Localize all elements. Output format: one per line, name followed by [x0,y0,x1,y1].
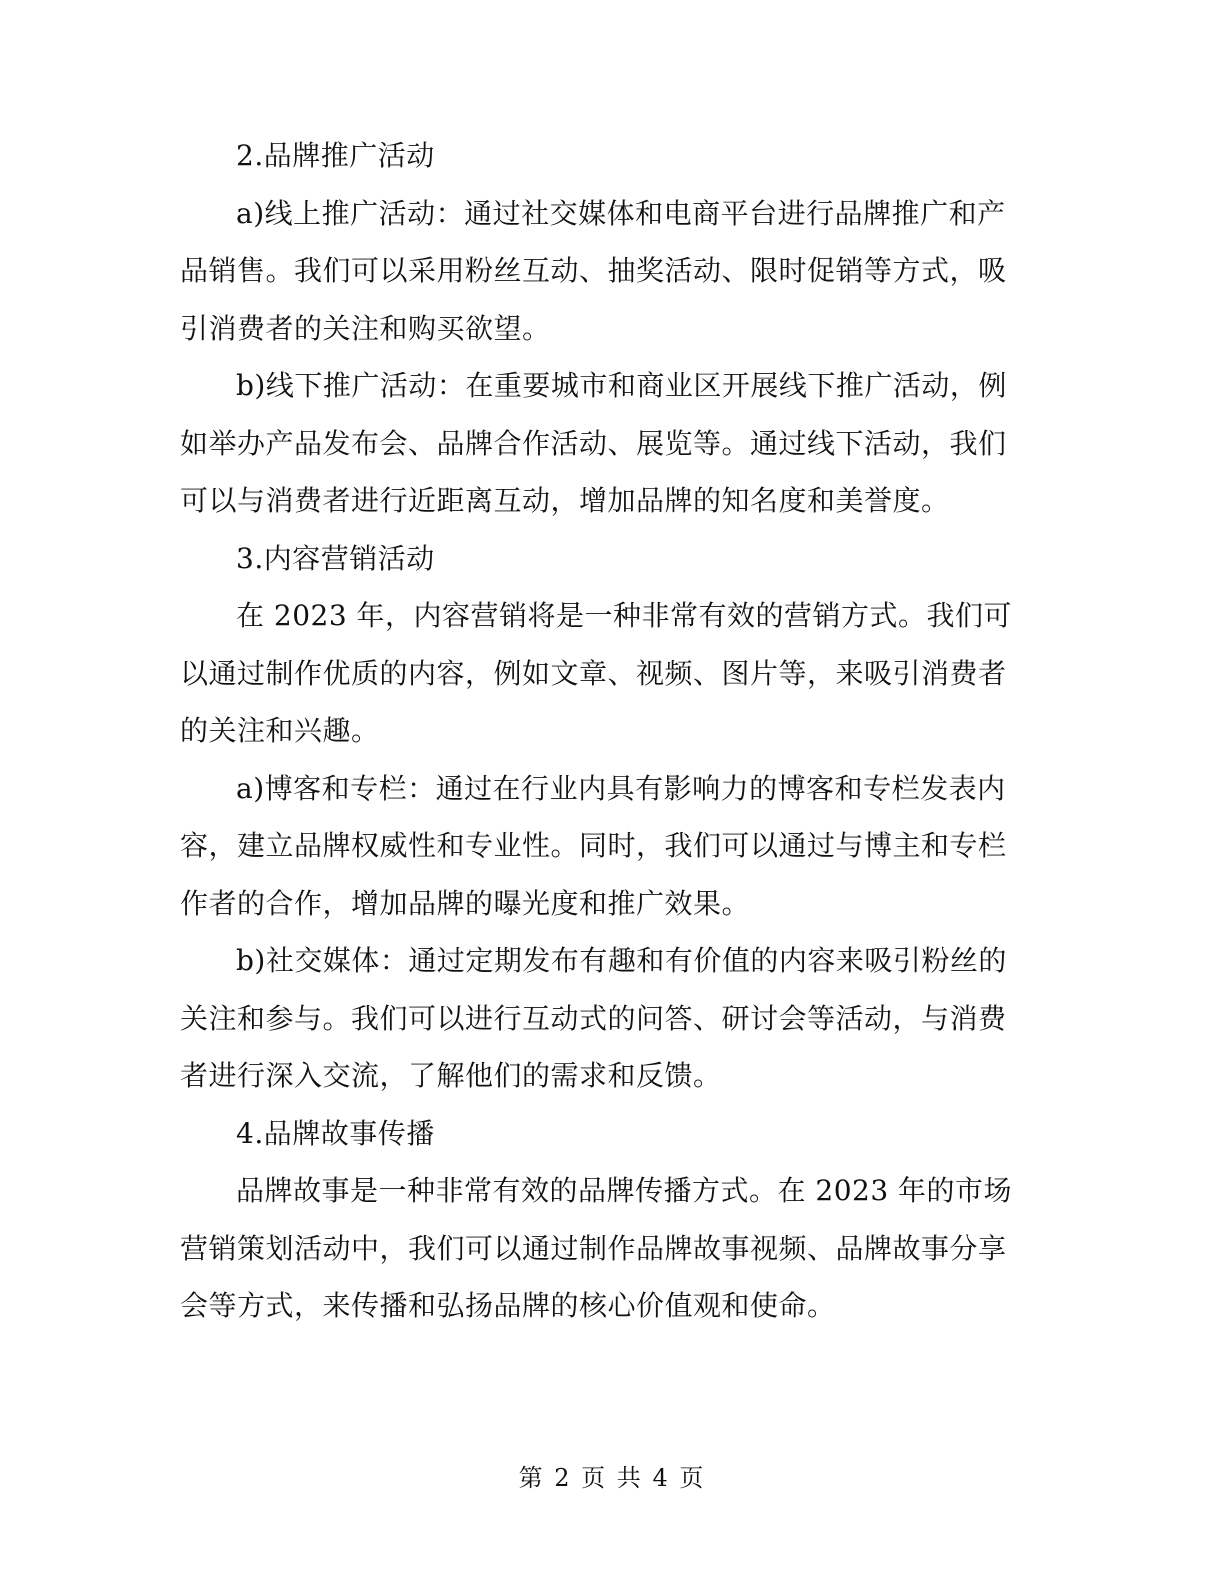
paragraph-online-promotion: a)线上推广活动：通过社交媒体和电商平台进行品牌推广和产品销售。我们可以采用粉丝互动、抽奖活动、限时促销等方式，吸引消费者的关注和购买欲望。 [180,196,1007,345]
section-heading-brand-promotion: 2.品牌推广活动 [236,139,435,172]
section-heading-content-marketing: 3.内容营销活动 [236,541,435,575]
section-heading-brand-story: 4.品牌故事传播 [236,1116,435,1150]
paragraph-brand-story: 品牌故事是一种非常有效的品牌传播方式。在 2023 年的市场营销策划活动中，我们可以通过制作品牌故事视频、品牌故事分享会等方式，来传播和弘扬品牌的核心价值观和使命。 [180,1174,1013,1322]
paragraph-social-media: b)社交媒体：通过定期发布有趣和有价值的内容来吸引粉丝的关注和参与。我们可以进行互动式的问答、研讨会等活动，与消费者进行深入交流，了解他们的需求和反馈。 [180,944,1007,1092]
page-number-footer: 第 2 页 共 4 页 [518,1464,706,1492]
paragraph-content-marketing-intro: 在 2023 年，内容营销将是一种非常有效的营销方式。我们可以通过制作优质的内容，例如文章、视频、图片等，来吸引消费者的关注和兴趣。 [180,599,1013,747]
paragraph-offline-promotion: b)线下推广活动：在重要城市和商业区开展线下推广活动，例如举办产品发布会、品牌合作活动、展览等。通过线下活动，我们可以与消费者进行近距离互动，增加品牌的知名度和美誉度。 [180,369,1007,517]
document-body [180,127,1030,1335]
paragraph-blogs-columns: a)博客和专栏：通过在行业内具有影响力的博客和专栏发表内容，建立品牌权威性和专业性。同时，我们可以通过与博主和专栏作者的合作，增加品牌的曝光度和推广效果。 [180,771,1007,920]
